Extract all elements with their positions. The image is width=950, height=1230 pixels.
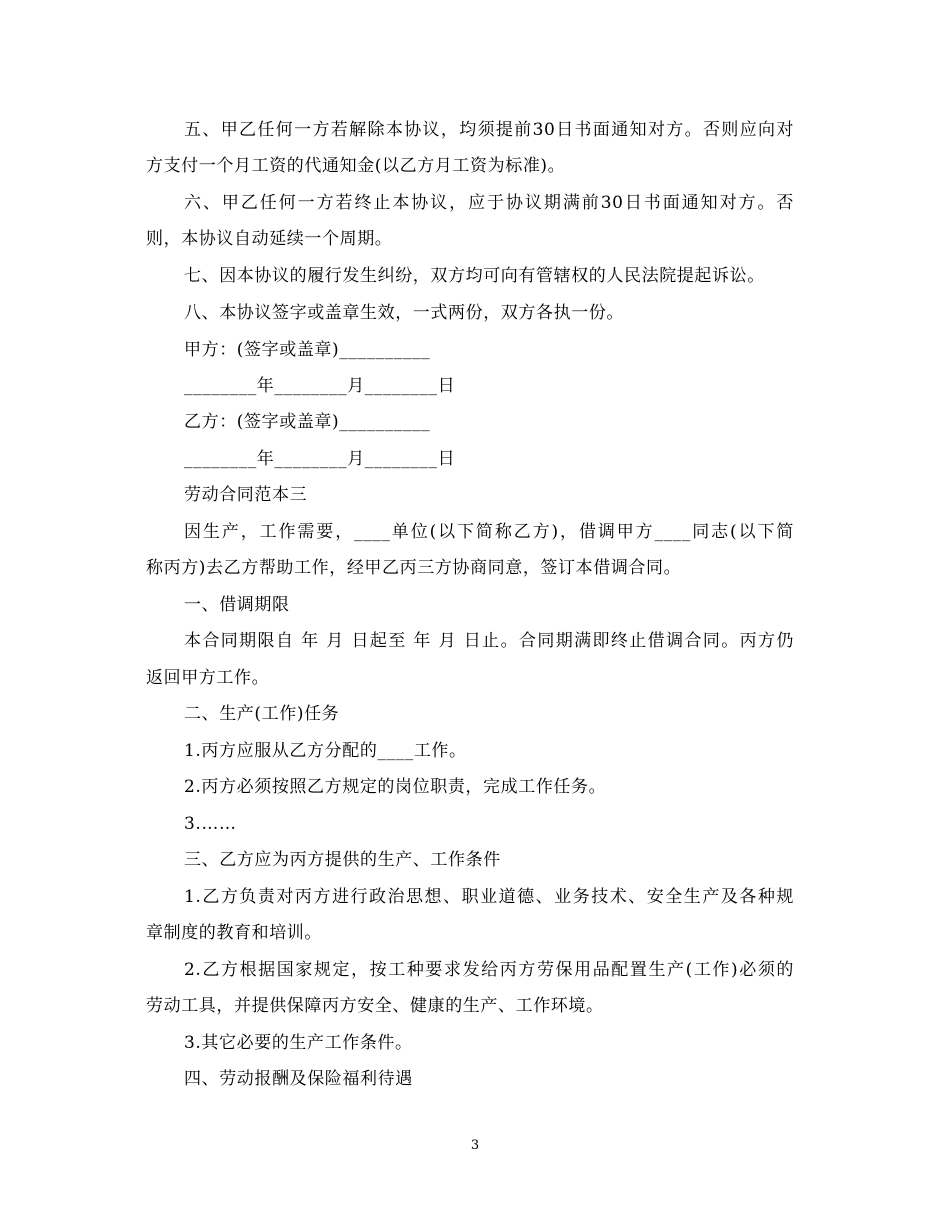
paragraph-line: 方支付一个月工资的代通知金(以乙方月工资为标准)。 — [146, 156, 566, 176]
signature-line-party-b: 乙方：(签字或盖章)__________ — [184, 412, 431, 432]
paragraph-line: 因生产，工作需要，____单位(以下简称乙方)，借调甲方____同志(以下简 — [184, 522, 794, 542]
list-item: 1.乙方负责对丙方进行政治思想、职业道德、业务技术、安全生产及各种规 — [184, 887, 794, 907]
section-heading: 四、劳动报酬及保险福利待遇 — [184, 1069, 413, 1089]
paragraph-line: 劳动工具，并提供保障丙方安全、健康的生产、工作环境。 — [146, 996, 604, 1016]
paragraph-line: 返回甲方工作。 — [146, 668, 270, 688]
section-heading: 三、乙方应为丙方提供的生产、工作条件 — [184, 850, 501, 870]
date-line-party-a: ________年________月________日 — [184, 376, 456, 396]
section-heading: 一、借调期限 — [184, 595, 290, 615]
signature-line-party-a: 甲方：(签字或盖章)__________ — [184, 340, 431, 360]
date-line-party-b: ________年________月________日 — [184, 449, 456, 469]
paragraph-line: 称丙方)去乙方帮助工作，经甲乙丙三方协商同意，签订本借调合同。 — [146, 558, 682, 578]
paragraph-line: 八、本协议签字或盖章生效，一式两份，双方各执一份。 — [184, 303, 624, 323]
paragraph-line: 章制度的教育和培训。 — [146, 923, 322, 943]
list-item: 1.丙方应服从乙方分配的____工作。 — [184, 741, 467, 761]
list-item: 2.丙方必须按照乙方规定的岗位职责，完成工作任务。 — [184, 777, 607, 797]
paragraph-line: 则，本协议自动延续一个周期。 — [146, 229, 393, 249]
page-number: 3 — [470, 1138, 480, 1153]
list-item: 3.…… — [184, 814, 237, 834]
paragraph-line: 本合同期限自 年 月 日起至 年 月 日止。合同期满即终止借调合同。丙方仍 — [184, 631, 794, 651]
section-title: 劳动合同范本三 — [184, 485, 308, 505]
list-item: 3.其它必要的生产工作条件。 — [184, 1033, 413, 1053]
paragraph-line: 六、甲乙任何一方若终止本协议，应于协议期满前30日书面通知对方。否 — [184, 193, 794, 213]
section-heading: 二、生产(工作)任务 — [184, 704, 340, 724]
paragraph-line: 五、甲乙任何一方若解除本协议，均须提前30日书面通知对方。否则应向对 — [184, 120, 794, 140]
paragraph-line: 七、因本协议的履行发生纠纷，双方均可向有管辖权的人民法院提起诉讼。 — [184, 266, 765, 286]
list-item: 2.乙方根据国家规定，按工种要求发给丙方劳保用品配置生产(工作)必须的 — [184, 960, 794, 980]
